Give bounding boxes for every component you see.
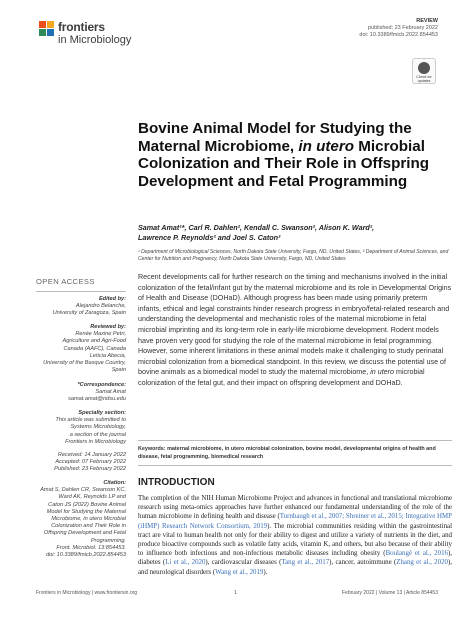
journal-name: in Microbiology <box>58 34 132 46</box>
citation-line: Amat S, Dahlen CR, Swanson KC, <box>40 487 126 494</box>
specialty-line: This article was submitted to <box>55 417 126 424</box>
editor-name: Alejandro Belanche, <box>75 303 126 310</box>
citation-link[interactable]: Turnbaugh et al., 2007; Shreiner et al., 2015; Integrative HMP (iHMP) Research Network Consortium, 2019 <box>138 513 452 530</box>
dates-section <box>36 452 126 474</box>
journal-logo[interactable] <box>38 18 148 50</box>
correspondent-name: Samat Amat <box>95 389 126 396</box>
check-updates-icon <box>418 62 430 74</box>
intro-text: ). <box>263 568 268 576</box>
received-date: Received: 14 January 2022 <box>57 452 126 458</box>
intro-text: ), cardiovascular diseases ( <box>205 559 282 567</box>
doi-link[interactable]: doi: 10.3389/fmicb.2022.854453 <box>359 32 438 38</box>
sidebar-divider <box>36 291 126 292</box>
citation-line: Colonization and Their Role in <box>51 523 126 530</box>
citation-heading: Citation: <box>103 480 126 486</box>
citation-section <box>36 480 126 559</box>
title-italic: in utero <box>298 137 355 155</box>
abstract-divider <box>138 440 452 441</box>
reviewed-by-heading: Reviewed by: <box>90 324 126 330</box>
specialty-line: Systems Microbiology, <box>70 424 126 431</box>
intro-text: ), cancer, autoimmune ( <box>329 559 397 567</box>
page-number: 1 <box>234 590 237 596</box>
check-updates-label: Check for updates <box>416 75 432 83</box>
reviewed-by-section <box>36 324 126 374</box>
specialty-line: Frontiers in Microbiology <box>65 438 126 445</box>
footer-journal-link[interactable]: Frontiers in Microbiology | www.frontiersin.org <box>36 590 138 596</box>
authors-line-2: Lawrence P. Reynolds² and Joel S. Caton² <box>138 233 281 243</box>
reviewer-line: Spain <box>111 367 126 374</box>
specialty-line: a section of the journal <box>69 431 126 438</box>
citation-line: Model for Studying the Maternal <box>46 508 126 515</box>
keywords <box>138 446 452 462</box>
abstract <box>138 272 452 389</box>
published-date-sidebar: Published: 23 February 2022 <box>54 466 126 473</box>
intro-text: ), diabetes ( <box>138 550 452 567</box>
title-part-2: Microbial Colonization and Their Role in Offspring Development and Fetal Programming <box>138 137 430 190</box>
citation-line: Offspring Development and Fetal <box>43 530 126 537</box>
intro-text: The completion of the NIH Human Microbiome Project and advances in functional and translational microbiome research using meta-omics approaches have further enhanced our fundamental understanding of the role of the human microbiome in defining health and disease ( <box>138 495 452 521</box>
abstract-text-2: microbial colonization of the fetal gut, and their impact on offspring development and DOHaD. <box>138 368 425 387</box>
article-meta <box>359 18 438 39</box>
brand-name: frontiers <box>58 20 105 34</box>
reviewer-line: Leticia Abecia, <box>89 352 126 359</box>
citation-line: Front. Microbiol. 13:854453. <box>56 544 126 551</box>
reviewer-line: University of the Basque Country, <box>43 360 126 367</box>
edited-by-heading: Edited by: <box>98 296 126 302</box>
intro-text: ). The microbial communities residing within the gastrointestinal tract are vital to human health not only for their ability to digest and utilize a variety of nutrients in the diet, and produce bioactive compounds such as volatile fatty acids, vitamin K, and others, but also because of their ability to influence both infectious and non-infectious metabolic diseases including obesity ( <box>138 522 452 558</box>
article-title <box>138 120 448 190</box>
specialty-heading: Specialty section: <box>78 410 126 416</box>
abstract-text-1: Recent developments call for further research on the timing and mechanisms involved in the initial colonization of the fetal/infant gut by the maternal microbiome and its role in Developmental Origins of Health and Disease (DOHaD). Although progress has been made using primarily preterm infants, ethical and legal constraints hinder research progress in embryo/fetal-related research and understanding the developmental and mechanistic roles of the maternal microbiome in fetal microbial imprinting and its long-term role in early-life microbiome development. Rodent models have proven very good for studying the role of the maternal microbiome in fetal programming. However, some inherent limitations in these animal models make it challenging to study perinatal microbial colonization from a biomedical standpoint. In this review, we discuss the potential use of bovine animals as a biomedical model to study the maternal microbiome, <box>138 273 452 377</box>
citation-link[interactable]: Zhang et al., 2020 <box>396 559 448 567</box>
accepted-date: Accepted: 07 February 2022 <box>55 459 126 466</box>
citation-link[interactable]: Li et al., 2020 <box>165 559 206 567</box>
citation-link[interactable]: Wang et al., 2019 <box>215 568 264 576</box>
citation-line: Microbiome, in utero Microbial <box>51 516 126 523</box>
published-date: published: 23 February 2022 <box>367 25 438 31</box>
check-for-updates-button[interactable] <box>412 58 436 84</box>
frontiers-logo-icon <box>38 20 56 40</box>
authors-line-1: Samat Amat¹*, Carl R. Dahlen², Kendall C. Swanson², Alison K. Ward², <box>138 223 375 232</box>
citation-link[interactable]: Tang et al., 2017 <box>281 559 330 567</box>
affiliations: ¹ Department of Microbiological Sciences, North Dakota State University, Fargo, ND, United States, ² Department of Animal Sciences, and Center for Nutrition and Pregnancy, North Dakota State University, Fargo, ND, United States <box>138 249 449 262</box>
editor-affiliation: University of Zaragoza, Spain <box>52 310 126 317</box>
specialty-section <box>36 410 126 446</box>
section-heading-introduction: INTRODUCTION <box>138 477 215 488</box>
reviewer-line: Renée Maxine Petri, <box>75 331 126 338</box>
citation-line: Caton JS (2022) Bovine Animal <box>48 501 126 508</box>
correspondent-email[interactable]: samat.amat@ndsu.edu <box>68 396 126 403</box>
correspondence-section <box>36 382 126 404</box>
article-type: REVIEW <box>416 18 438 24</box>
edited-by-section <box>36 296 126 318</box>
citation-link[interactable]: Boulangé et al., 2016 <box>385 550 448 558</box>
citation-line: Ward AK, Reynolds LP and <box>58 494 126 501</box>
footer-issue-info: February 2022 | Volume 13 | Article 854453 <box>342 590 438 596</box>
keywords-text: maternal microbiome, in utero microbial colonization, bovine model, developmental origins of health and disease, fetal programming, biomedical research <box>138 446 436 460</box>
open-access-label: OPEN ACCESS <box>36 277 95 286</box>
author-list <box>138 223 448 243</box>
title-part-1: Bovine Animal Model for Studying the Maternal Microbiome, <box>138 120 412 155</box>
introduction-body <box>138 494 452 577</box>
reviewer-line: Canada (AAFC), Canada <box>63 345 126 352</box>
correspondence-heading: *Correspondence: <box>77 382 126 388</box>
citation-line: Programming. <box>90 537 126 544</box>
keywords-divider <box>138 465 452 466</box>
keywords-label: Keywords: <box>138 446 166 452</box>
reviewer-line: Agriculture and Agri-Food <box>62 338 126 345</box>
abstract-italic: in utero <box>370 368 395 377</box>
citation-doi[interactable]: doi: 10.3389/fmicb.2022.854453 <box>46 552 126 559</box>
intro-text: ), and neurological disorders ( <box>138 559 452 576</box>
